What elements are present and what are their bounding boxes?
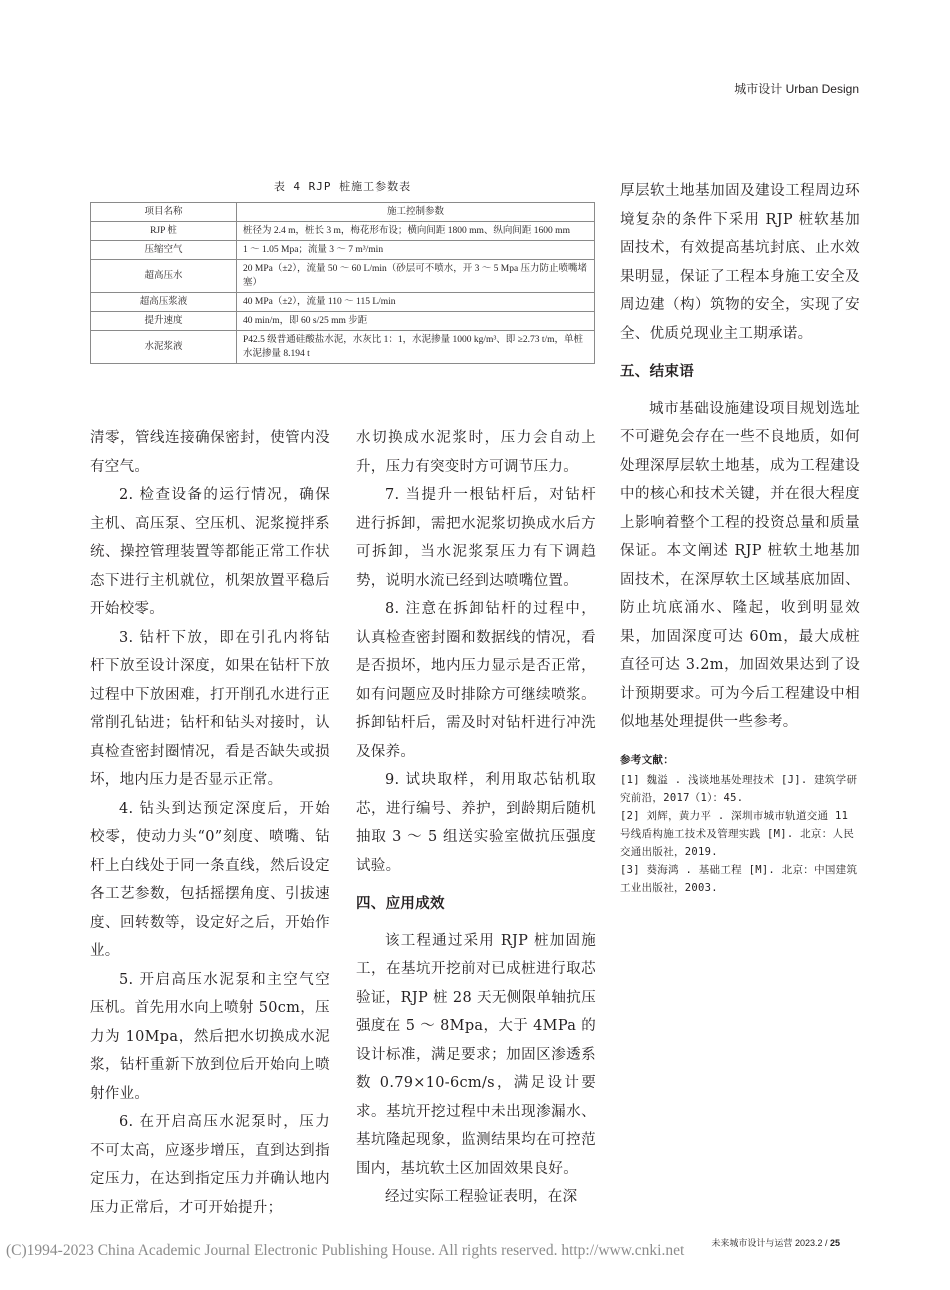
- reference-item: [1] 魏溢 . 浅谈地基处理技术 [J]. 建筑学研究前沿，2017（1）：45.: [620, 773, 858, 804]
- paragraph: 清零，管线连接确保密封，使管内没有空气。: [90, 430, 330, 475]
- table-cell-value: 1 ～ 1.05 Mpa；流量 3 ～ 7 m³/min: [237, 241, 595, 260]
- paragraph: 水切换成水泥浆时，压力会自动上升，压力有突变时方可调节压力。: [356, 430, 596, 475]
- paragraph: 5. 开启高压水泥泵和主空气空压机。首先用水向上喷射 50cm，压力为 10Mpa，然后把水切换成水泥浆，钻杆重新下放到位后开始向上喷射作业。: [90, 971, 330, 1102]
- paragraph: 8. 注意在拆卸钻杆的过程中，认真检查密封圈和数据线的情况，看是否损坏，地内压力显示是否正常，如有问题应及时排除方可继续喷浆。拆卸钻杆后，需及时对钻杆进行冲洗及保养。: [356, 601, 596, 760]
- table-caption: 表 4 RJP 桩施工参数表: [273, 180, 412, 193]
- table-cell-name: 水泥浆液: [91, 331, 237, 364]
- table-row: [91, 260, 595, 293]
- paragraph: 该工程通过采用 RJP 桩加固施工，在基坑开挖前对已成桩进行取芯验证，RJP 桩 28 天无侧限单轴抗压强度在 5 ～ 8Mpa，大于 4MPa 的设计标准，满足要求；加固区渗透系数 0.79×10-6cm/s，满足设计要求。基坑开挖过程中未出现渗漏水、基坑隆起现象，监测结果均在可控范围内，基坑软土区加固效果良好。: [356, 932, 596, 1177]
- body-column-middle: [356, 424, 596, 1212]
- page-number: 25: [829, 1238, 840, 1248]
- body-column-left: [90, 424, 330, 1222]
- table-cell-name: 提升速度: [91, 312, 237, 331]
- table-header-row: [91, 203, 595, 222]
- paragraph: 厚层软土地基加固及建设工程周边环境复杂的条件下采用 RJP 桩软基加固技术，有效提高基坑封底、止水效果明显，保证了工程本身施工安全及周边建（构）筑物的安全，实现了安全、优质兑现业主工期承诺。: [620, 183, 860, 342]
- table-cell-value: 20 MPa（±2），流量 50 ～ 60 L/min（砂层可不喷水，开 3 ～ 5 Mpa 压力防止喷嘴堵塞）: [237, 260, 595, 293]
- paragraph: 3. 钻杆下放，即在引孔内将钻杆下放至设计深度，如果在钻杆下放过程中下放困难，打开削孔水进行正常削孔钻进；钻杆和钻头对接时，认真检查密封圈情况，看是否缺失或损坏，地内压力是否显示正常。: [90, 629, 330, 788]
- paragraph: 2. 检查设备的运行情况，确保主机、高压泵、空压机、泥浆搅拌系统、操控管理装置等都能正常工作状态下进行主机就位，机架放置平稳后开始校零。: [90, 487, 330, 617]
- table-header-cell: 项目名称: [91, 203, 237, 222]
- paragraph: 6. 在开启高压水泥泵时，压力不可太高，应逐步增压，直到达到指定压力，在达到指定压力并确认地内压力正常后，才可开始提升；: [90, 1114, 330, 1216]
- table-row: [91, 293, 595, 312]
- section-heading: 五、结束语: [620, 364, 694, 380]
- copyright-watermark: (C)1994-2023 China Academic Journal Electronic Publishing House. All rights reserved. http://www.cnki.net: [6, 1242, 685, 1259]
- parameter-table: [90, 202, 595, 364]
- running-header: 城市设计 Urban Design: [734, 82, 859, 96]
- table-cell-name: RJP 桩: [91, 222, 237, 241]
- body-column-right: [620, 177, 860, 897]
- table-cell-value: P42.5 级普通硅酸盐水泥，水灰比 1：1，水泥掺量 1000 kg/m³、即 ≥2.73 t/m，单桩水泥掺量 8.194 t: [237, 331, 595, 364]
- journal-name: 未来城市设计与运营: [711, 1238, 793, 1248]
- table-row: [91, 241, 595, 260]
- table-cell-value: 桩径为 2.4 m，桩长 3 m，梅花形布设；横向间距 1800 mm、纵向间距 1600 mm: [237, 222, 595, 241]
- table-cell-name: 压缩空气: [91, 241, 237, 260]
- paragraph: 9. 试块取样，利用取芯钻机取芯，进行编号、养护，到龄期后随机抽取 3 ～ 5 组送实验室做抗压强度试验。: [356, 772, 596, 874]
- table-row: [91, 222, 595, 241]
- table-header-cell: 施工控制参数: [237, 203, 595, 222]
- table-cell-name: 超高压水: [91, 260, 237, 293]
- reference-item: [2] 刘辉，黄力平 . 深圳市城市轨道交通 11 号线盾构施工技术及管理实践 [M]. 北京：人民交通出版社，2019.: [620, 809, 855, 858]
- table-row: [91, 312, 595, 331]
- table-cell-value: 40 MPa（±2），流量 110 ～ 115 L/min: [237, 293, 595, 312]
- page-footer: [711, 1236, 840, 1249]
- table-row: [91, 331, 595, 364]
- references-title: 参考文献：: [620, 753, 674, 766]
- reference-item: [3] 葵海鸿 . 基础工程 [M]. 北京：中国建筑工业出版社，2003.: [620, 863, 858, 894]
- issue-number: 2023.2 /: [794, 1238, 828, 1248]
- references: [620, 751, 860, 897]
- table-cell-value: 40 min/m，即 60 s/25 mm 步距: [237, 312, 595, 331]
- paragraph: 经过实际工程验证表明，在深: [385, 1189, 578, 1205]
- paragraph: 城市基础设施建设项目规划选址不可避免会存在一些不良地质，如何处理深厚层软土地基，成为工程建设中的核心和技术关键，并在很大程度上影响着整个工程的投资总量和质量保证。本文阐述 RJP 桩软土地基加固技术，在深厚软土区域基底加固、防止坑底涌水、隆起，收到明显效果，加固深度可达 60m，最大成桩直径可达 3.2m，加固效果达到了设计预期要求。可为今后工程建设中相似地基处理提供一些参考。: [620, 400, 860, 730]
- paragraph: 7. 当提升一根钻杆后，对钻杆进行拆卸，需把水泥浆切换成水后方可拆卸，当水泥浆泵压力有下调趋势，说明水流已经到达喷嘴位置。: [356, 487, 596, 589]
- section-heading: 四、应用成效: [356, 896, 445, 912]
- paragraph: 4. 钻头到达预定深度后，开始校零，使动力头“0”刻度、喷嘴、钻杆上白线处于同一条直线，然后设定各工艺参数，包括摇摆角度、引拔速度、回转数等，设定好之后，开始作业。: [90, 800, 330, 959]
- table-cell-name: 超高压浆液: [91, 293, 237, 312]
